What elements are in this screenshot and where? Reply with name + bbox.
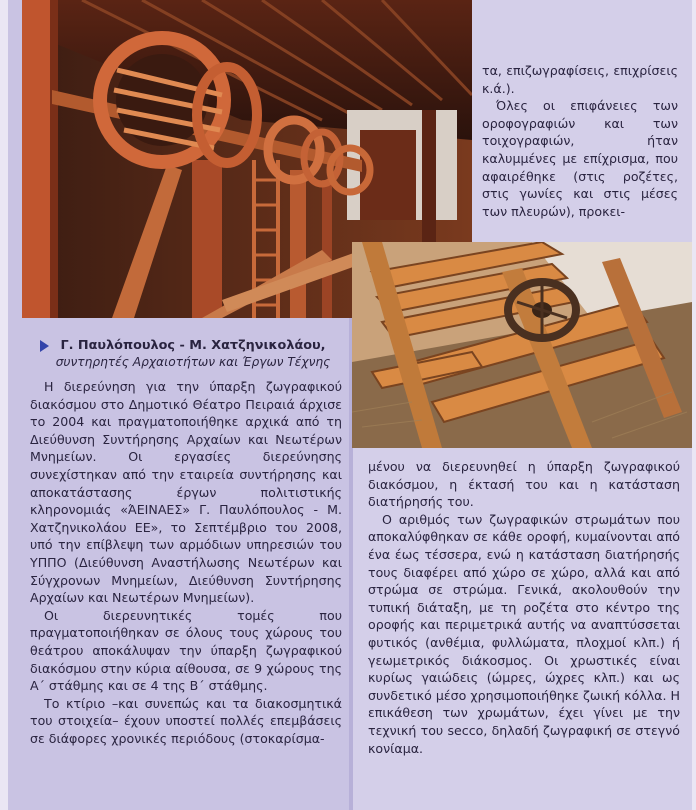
paragraph: Το κτίριο –και συνεπώς και τα διακοσμητικά του στοιχεία– έχουν υποστεί πολλές επεμβάσεις σε διάφορες χρονικές περιόδους (στοκαρίσμα- [30,695,342,746]
byline-authors: Γ. Παυλόπουλος - Μ. Χατζηνικολάου, [60,338,326,353]
left-column-text [30,378,342,747]
paragraph: μένου να διερευνηθεί η ύπαρξη ζωγραφικού διακόσμου, η έκτασή του και η κατάσταση διατήρησής του. [368,459,680,510]
photo-wooden-pulley [352,242,692,448]
byline [44,338,342,370]
right-column-bottom-text [368,458,680,757]
paragraph: τα, επιζωγραφίσεις, επιχρίσεις κ.ά.). [482,63,678,96]
right-column-top-text [482,62,678,220]
paragraph: Όλες οι επιφάνειες των οροφογραφιών και των τοιχογραφιών, ήταν καλυμμένες με επίχρισμα, που αφαιρέθηκε (στις ροζέτες, στις γωνίες και στις μέσες των πλευρών), προκει- [482,98,678,219]
paragraph: Ο αριθμός των ζωγραφικών στρωμάτων που αποκαλύφθηκαν σε κάθε οροφή, κυμαίνονται από ένα έως τέσσερα, ενώ η κατάσταση διατήρησής τους διαφέρει από χώρο σε χώρο, αλλά και από στρώμα σε στρώμα. Γενικά, ακολουθούν την τυπική διάταξη, με τη ροζέτα στο κέντρο της οροφής και περιμετρικά αυτής να αναπτύσσεται φυτικός (ανθέμια, φυλλώματα, πλοχμοί κλπ.) ή γεωμετρικός διάκοσμος. Οι χρωστικές είναι κυρίως γαιώδεις (ώμρες, ώχρες κλπ.) και ως συνδετικό μέσο χρησιμοποιήθηκε ζωική κόλλα. Η επικάθεση των χρωμάτων, έχει γίνει με την τεχνική του secco, δηλαδή ζωγραφική σε στεγνό κονίαμα. [368,511,680,756]
paragraph: Η διερεύνηση για την ύπαρξη ζωγραφικού διακόσμου στο Δημοτικό Θέατρο Πειραιά άρχισε το 2004 και πραγματοποιήθηκε αρχικά από τη Διεύθυνση Συντήρησης Αρχαίων και Νεωτέρων Μνημείων. Οι εργασίες διερεύνησης συνεχίστηκαν από την εταιρεία συντήρησης και αποκατάστασης έργων πολιτιστικής κληρονομιάς «ΆΕΙΝΑΕΣ» Γ. Παυλόπουλος - Μ. Χατζηνικολάου ΕΕ», το Σεπτέμβριο του 2008, υπό την επίβλεψη των αρμόδιων υπηρεσιών του ΥΠΠΟ (Διεύθυνση Αναστήλωσης Νεωτέρων και Σύγχρονων Μνημείων, Διεύθυνση Συντήρησης Αρχαίων και Νεωτέρων Μνημείων). [30,379,342,606]
byline-role: συντηρητές Αρχαιοτήτων και Έργων Τέχνης [55,355,331,369]
paragraph: Οι διερευνητικές τομές που πραγματοποιήθηκαν σε όλους τους χώρους του θεάτρου αποκάλυψαν την ύπαρξη ζωγραφικού διακόσμου στην κύρια αίθουσα, σε 9 χώρους της Α΄ στάθμης και σε 4 της Β΄ στάθμης. [30,607,342,694]
wooden-pulley-illustration [352,242,692,448]
